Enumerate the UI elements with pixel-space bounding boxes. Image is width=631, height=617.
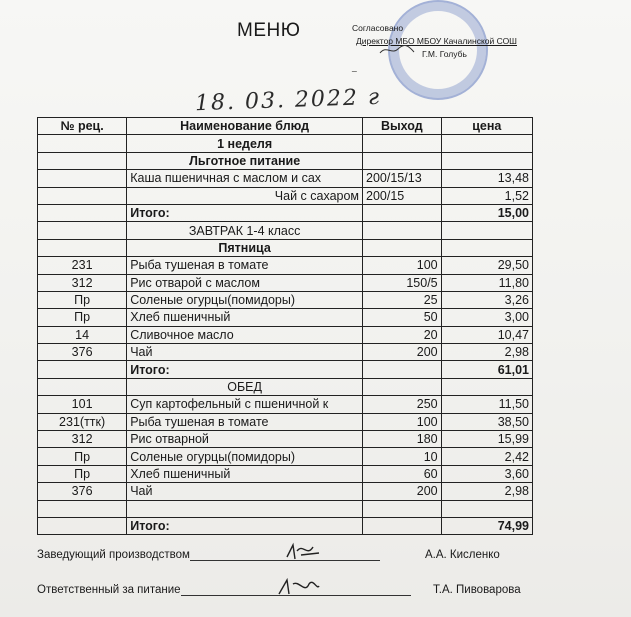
col-header-code: № рец. (38, 118, 127, 135)
benefit-section-label: Льготное питание (127, 152, 363, 169)
approval-block: Согласовано Директор МБО МБОУ Качалинской СОШ Г.М. Голубь _ (352, 22, 572, 74)
table-header-row (38, 118, 533, 135)
manager-signature-line (37, 549, 380, 561)
table-row: 312 Рис отварой с маслом 150/5 11,80 (38, 274, 533, 291)
approval-name: Г.М. Голубь (422, 49, 467, 59)
lunch-title: ОБЕД (127, 378, 363, 395)
breakfast-total-value: 61,01 (441, 361, 532, 378)
table-row: Пр Хлеб пшеничный 60 3,60 (38, 465, 533, 482)
table-row: 376 Чай 200 2,98 (38, 483, 533, 500)
table-row: Чай с сахаром 200/15 1,52 (38, 187, 533, 204)
day-row (38, 239, 533, 256)
page-title: МЕНЮ (237, 20, 301, 41)
benefit-total-value: 15,00 (441, 204, 532, 221)
breakfast-total-label: Итого: (127, 361, 363, 378)
week-label: 1 неделя (127, 135, 363, 152)
lunch-total-label: Итого: (127, 517, 363, 534)
breakfast-title: ЗАВТРАК 1-4 класс (127, 222, 363, 239)
responsible-name: Т.А. Пивоварова (433, 584, 521, 596)
table-row: 14 Сливочное масло 20 10,47 (38, 326, 533, 343)
benefit-total-row (38, 204, 533, 221)
table-row: 312 Рис отварной 180 15,99 (38, 431, 533, 448)
lunch-total-row (38, 517, 533, 534)
menu-date: 18. 03. 2022 г (194, 84, 382, 117)
responsible-label: Ответственный за питание (37, 584, 181, 596)
approval-director: Директор МБО МБОУ Качалинской СОШ (356, 36, 517, 46)
col-header-price: цена (441, 118, 532, 135)
empty-row (38, 500, 533, 517)
lunch-total-value: 74,99 (441, 517, 532, 534)
manager-signature (283, 541, 323, 563)
breakfast-title-row (38, 222, 533, 239)
menu-table (37, 117, 533, 535)
week-row (38, 135, 533, 152)
table-row: Пр Соленые огурцы(помидоры) 10 2,42 (38, 448, 533, 465)
table-row: 231 Рыба тушеная в томате 100 29,50 (38, 257, 533, 274)
day-label: Пятница (127, 239, 363, 256)
responsible-signature-line (37, 584, 411, 596)
col-header-out: Выход (363, 118, 442, 135)
table-row: Каша пшеничная с маслом и сах 200/15/13 13,48 (38, 170, 533, 187)
manager-name: А.А. Кисленко (425, 549, 500, 561)
table-row: Пр Хлеб пшеничный 50 3,00 (38, 309, 533, 326)
approval-agreed: Согласовано (352, 23, 404, 33)
col-header-name: Наименование блюд (127, 118, 363, 135)
breakfast-total-row (38, 361, 533, 378)
table-row: 231(ттк) Рыба тушеная в томате 100 38,50 (38, 413, 533, 430)
table-row: 101 Суп картофельный с пшеничной к 250 11,50 (38, 396, 533, 413)
manager-label: Заведующий производством (37, 549, 190, 561)
responsible-signature (275, 576, 323, 598)
benefit-section-row (38, 152, 533, 169)
table-row: 376 Чай 200 2,98 (38, 344, 533, 361)
table-row: Пр Соленые огурцы(помидоры) 25 3,26 (38, 291, 533, 308)
lunch-title-row (38, 378, 533, 395)
benefit-total-label: Итого: (127, 204, 363, 221)
director-signature (378, 43, 418, 57)
